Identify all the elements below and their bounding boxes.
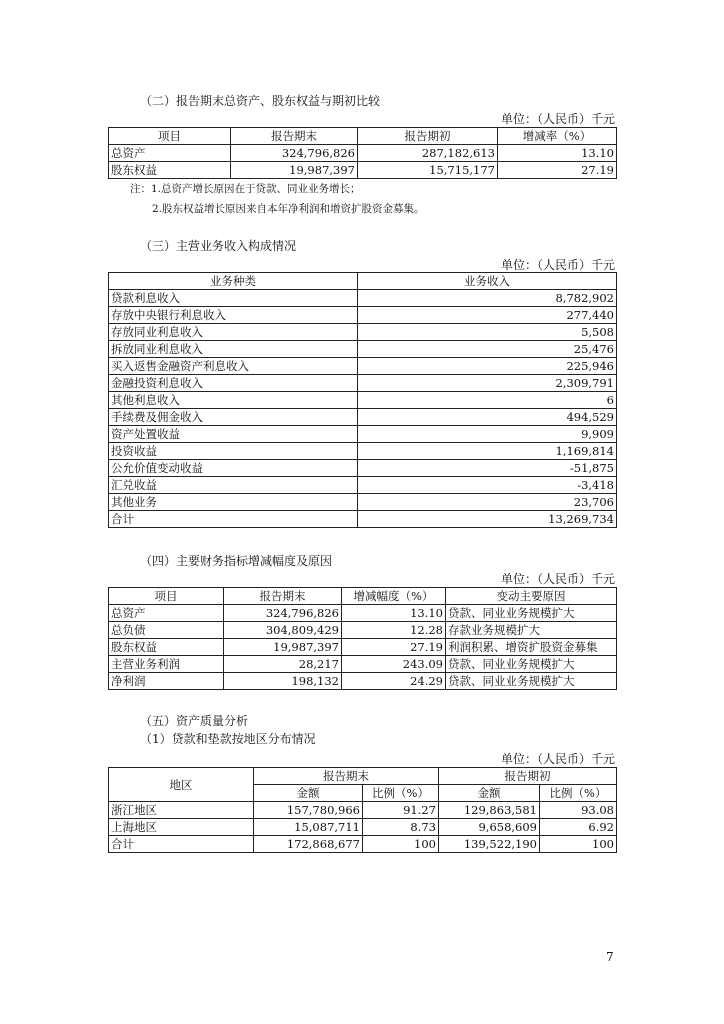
row-label: 其他业务 [109, 494, 358, 511]
section2-heading: （二）报告期末总资产、股东权益与期初比较 [140, 94, 381, 108]
page-number: 7 [606, 950, 614, 964]
section5-unit: 单位：（人民币）千元 [500, 752, 615, 766]
row-label: 拆放同业利息收入 [109, 341, 358, 358]
value-cell: 15,087,711 [254, 819, 363, 836]
table-total-row [109, 836, 617, 853]
value-cell: 27.19 [342, 639, 446, 656]
row-label: 总负债 [109, 622, 224, 639]
value-cell: 93.08 [540, 802, 617, 819]
row-label: 总资产 [109, 605, 224, 622]
header-cell: 金额 [439, 785, 540, 802]
value-cell: -51,875 [358, 460, 617, 477]
value-cell: 198,132 [224, 673, 342, 690]
value-cell: 100 [363, 836, 439, 853]
table-total-row [109, 511, 617, 528]
table-row [109, 802, 617, 819]
row-label: 汇兑收益 [109, 477, 358, 494]
table-row [109, 324, 617, 341]
reason-cell: 贷款、同业业务规模扩大 [446, 673, 617, 690]
table-row [109, 656, 617, 673]
section2-note-1: 注：1.总资产增长原因在于贷款、同业业务增长； [130, 183, 361, 195]
section4-heading: （四）主要财务指标增减幅度及原因 [140, 554, 333, 568]
row-label: 净利润 [109, 673, 224, 690]
row-label: 贷款利息收入 [109, 290, 358, 307]
value-cell: 287,182,613 [358, 145, 498, 162]
section3-table [108, 272, 617, 528]
value-cell: 139,522,190 [439, 836, 540, 853]
section4-table [108, 587, 617, 690]
value-cell: 23,706 [358, 494, 617, 511]
header-cell: 增减幅度（%） [342, 588, 446, 605]
value-cell: 324,796,826 [231, 145, 358, 162]
table-row [109, 443, 617, 460]
header-cell: 报告期初 [358, 128, 498, 145]
row-label: 股东权益 [109, 162, 231, 179]
reason-cell: 贷款、同业业务规模扩大 [446, 605, 617, 622]
value-cell: 25,476 [358, 341, 617, 358]
section2-unit: 单位：（人民币）千元 [500, 112, 615, 126]
row-label: 金融投资利息收入 [109, 375, 358, 392]
header-cell: 项目 [109, 588, 224, 605]
header-cell: 业务收入 [358, 273, 617, 290]
row-label: 浙江地区 [109, 802, 254, 819]
header-cell: 报告期初 [439, 768, 617, 785]
value-cell: 15,715,177 [358, 162, 498, 179]
value-cell: 27.19 [498, 162, 617, 179]
header-cell: 地区 [109, 768, 254, 802]
table-row [109, 494, 617, 511]
table-row [109, 605, 617, 622]
table-row [109, 460, 617, 477]
row-label: 股东权益 [109, 639, 224, 656]
value-cell: 13,269,734 [358, 511, 617, 528]
table-row [109, 358, 617, 375]
reason-cell: 存款业务规模扩大 [446, 622, 617, 639]
section5-table [108, 767, 617, 853]
table-row [109, 392, 617, 409]
table-header-row [109, 768, 617, 785]
table-row [109, 426, 617, 443]
value-cell: 2,309,791 [358, 375, 617, 392]
value-cell: 324,796,826 [224, 605, 342, 622]
value-cell: 91.27 [363, 802, 439, 819]
table-row [109, 477, 617, 494]
reason-cell: 贷款、同业业务规模扩大 [446, 656, 617, 673]
value-cell: 100 [540, 836, 617, 853]
value-cell: 19,987,397 [224, 639, 342, 656]
section3-unit: 单位：（人民币）千元 [500, 258, 615, 272]
table-header-row [109, 273, 617, 290]
row-label: 手续费及佣金收入 [109, 409, 358, 426]
table-row [109, 819, 617, 836]
row-label: 上海地区 [109, 819, 254, 836]
value-cell: 157,780,966 [254, 802, 363, 819]
value-cell: 8,782,902 [358, 290, 617, 307]
header-cell: 报告期末 [254, 768, 439, 785]
value-cell: 12.28 [342, 622, 446, 639]
row-label: 买入返售金融资产利息收入 [109, 358, 358, 375]
value-cell: 19,987,397 [231, 162, 358, 179]
table-row [109, 162, 617, 179]
header-cell: 报告期末 [231, 128, 358, 145]
value-cell: 304,809,429 [224, 622, 342, 639]
row-label: 其他利息收入 [109, 392, 358, 409]
header-cell: 项目 [109, 128, 231, 145]
row-label: 主营业务利润 [109, 656, 224, 673]
value-cell: 9,909 [358, 426, 617, 443]
value-cell: 8.73 [363, 819, 439, 836]
section3-heading: （三）主营业务收入构成情况 [140, 239, 297, 253]
section2-note-2: 2.股东权益增长原因来自本年净利润和增资扩股资金募集。 [152, 203, 425, 215]
value-cell: 129,863,581 [439, 802, 540, 819]
table-row [109, 375, 617, 392]
header-cell: 比例（%） [363, 785, 439, 802]
value-cell: 28,217 [224, 656, 342, 673]
row-label: 合计 [109, 836, 254, 853]
value-cell: 24.29 [342, 673, 446, 690]
value-cell: 277,440 [358, 307, 617, 324]
table-header-row [109, 128, 617, 145]
header-cell: 业务种类 [109, 273, 358, 290]
value-cell: 13.10 [498, 145, 617, 162]
table-row [109, 639, 617, 656]
row-label: 资产处置收益 [109, 426, 358, 443]
row-label: 合计 [109, 511, 358, 528]
value-cell: 243.09 [342, 656, 446, 673]
value-cell: 225,946 [358, 358, 617, 375]
value-cell: 6 [358, 392, 617, 409]
section5-subheading: （1）贷款和垫款按地区分布情况 [140, 732, 316, 746]
row-label: 存放同业利息收入 [109, 324, 358, 341]
value-cell: 6.92 [540, 819, 617, 836]
value-cell: 9,658,609 [439, 819, 540, 836]
table-header-row [109, 588, 617, 605]
value-cell: 5,508 [358, 324, 617, 341]
table-row [109, 290, 617, 307]
row-label: 公允价值变动收益 [109, 460, 358, 477]
table-row [109, 307, 617, 324]
section4-unit: 单位：（人民币）千元 [500, 572, 615, 586]
table-row [109, 622, 617, 639]
table-row [109, 341, 617, 358]
table-row [109, 409, 617, 426]
row-label: 投资收益 [109, 443, 358, 460]
table-row [109, 145, 617, 162]
row-label: 总资产 [109, 145, 231, 162]
header-cell: 金额 [254, 785, 363, 802]
value-cell: 1,169,814 [358, 443, 617, 460]
section5-heading: （五）资产质量分析 [140, 714, 249, 728]
header-cell: 增减率（%） [498, 128, 617, 145]
row-label: 存放中央银行利息收入 [109, 307, 358, 324]
reason-cell: 利润积累、增资扩股资金募集 [446, 639, 617, 656]
header-cell: 比例（%） [540, 785, 617, 802]
value-cell: 13.10 [342, 605, 446, 622]
value-cell: 494,529 [358, 409, 617, 426]
header-cell: 变动主要原因 [446, 588, 617, 605]
value-cell: -3,418 [358, 477, 617, 494]
section2-table [108, 127, 617, 179]
header-cell: 报告期末 [224, 588, 342, 605]
value-cell: 172,868,677 [254, 836, 363, 853]
table-row [109, 673, 617, 690]
